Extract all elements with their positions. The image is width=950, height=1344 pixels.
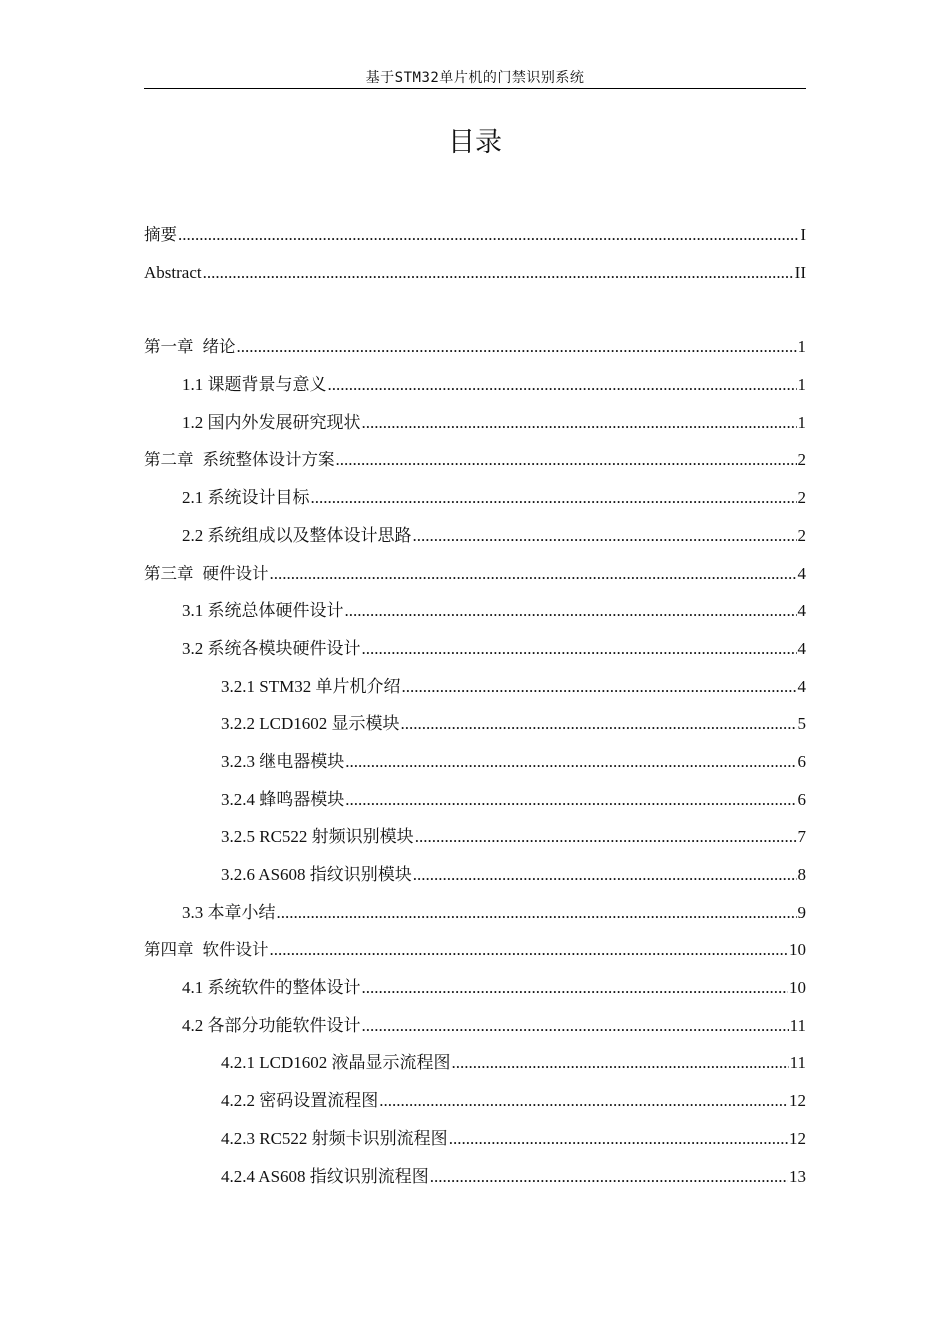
toc-leader — [415, 818, 797, 856]
toc-page-number: 4 — [797, 601, 806, 621]
chapter-number: 第三章 — [144, 563, 194, 583]
toc-leader — [430, 1158, 788, 1196]
toc-page-number: 4 — [797, 676, 806, 696]
toc-entry-chapter-3[interactable] — [144, 555, 806, 593]
toc-entry-abstract-cn[interactable] — [144, 216, 806, 254]
toc-entry-4-2-1[interactable] — [144, 1044, 806, 1082]
toc-title: 目录 — [448, 127, 502, 158]
toc-page-number: 2 — [797, 488, 806, 508]
toc-entry-3-2-6[interactable] — [144, 856, 806, 894]
toc-entry-4-2[interactable] — [144, 1007, 806, 1045]
toc-entry-label: 4.2 各部分功能软件设计 — [182, 1015, 361, 1035]
toc-entry-label: Abstract — [144, 262, 202, 282]
toc-entry-label: 3.2.5 RC522 射频识别模块 — [221, 827, 414, 847]
toc-leader — [345, 592, 797, 630]
toc-leader — [178, 216, 799, 254]
toc-leader — [413, 517, 797, 555]
toc-entry-chapter-2[interactable] — [144, 441, 806, 479]
toc-entry-label: 3.2.1 STM32 单片机介绍 — [221, 676, 401, 696]
toc-leader — [401, 668, 796, 706]
toc-leader — [270, 931, 789, 969]
toc-leader — [452, 1044, 789, 1082]
toc-leader — [449, 1120, 788, 1158]
toc-entry-3-2-5[interactable] — [144, 818, 806, 856]
toc-entry-label: 4.2.2 密码设置流程图 — [221, 1091, 379, 1111]
toc-entry-label: 1.1 课题背景与意义 — [182, 375, 327, 395]
toc-leader — [345, 781, 796, 819]
toc-page-number: 6 — [797, 751, 806, 771]
toc-page-number: 7 — [797, 827, 806, 847]
toc-leader — [328, 366, 797, 404]
toc-entry-label: 3.2.3 继电器模块 — [221, 751, 345, 771]
toc-page-number: 2 — [797, 525, 806, 545]
toc-page-number: 1 — [797, 337, 806, 357]
running-header-title: 基于STM32单片机的门禁识别系统 — [365, 70, 585, 86]
chapter-title: 硬件设计 — [202, 563, 269, 583]
toc-entry-3-1[interactable] — [144, 592, 806, 630]
toc-leader — [401, 705, 797, 743]
toc-entry-label: 3.2 系统各模块硬件设计 — [182, 638, 361, 658]
toc-entry-label: 3.1 系统总体硬件设计 — [182, 601, 344, 621]
toc-page-number: 4 — [797, 563, 806, 583]
toc-leader — [345, 743, 796, 781]
toc-leader — [311, 479, 797, 517]
toc-page-number: 6 — [797, 789, 806, 809]
toc-entry-3-3[interactable] — [144, 894, 806, 932]
toc-entry-4-2-3[interactable] — [144, 1120, 806, 1158]
toc-leader — [362, 969, 789, 1007]
toc-entry-label: 4.2.4 AS608 指纹识别流程图 — [221, 1166, 429, 1186]
table-of-contents — [144, 216, 806, 1195]
toc-entry-3-2-4[interactable] — [144, 781, 806, 819]
toc-page-number: 4 — [797, 638, 806, 658]
toc-entry-chapter-1[interactable] — [144, 328, 806, 366]
toc-page-number: 10 — [789, 940, 806, 960]
toc-entry-label: 4.1 系统软件的整体设计 — [182, 978, 361, 998]
toc-page-number: 11 — [789, 1053, 806, 1073]
toc-entry-label: 4.2.3 RC522 射频卡识别流程图 — [221, 1128, 448, 1148]
toc-page-number: 11 — [789, 1015, 806, 1035]
toc-entry-label — [144, 931, 269, 969]
toc-entry-label: 1.2 国内外发展研究现状 — [182, 412, 361, 432]
toc-page-number: II — [794, 262, 806, 282]
toc-entry-chapter-4[interactable] — [144, 931, 806, 969]
toc-leader — [336, 441, 797, 479]
toc-entry-label: 2.1 系统设计目标 — [182, 488, 310, 508]
toc-page-number: 9 — [797, 902, 806, 922]
chapter-title: 软件设计 — [202, 940, 269, 960]
toc-entry-3-2-2[interactable] — [144, 705, 806, 743]
running-header — [144, 68, 806, 89]
toc-entry-3-2-1[interactable] — [144, 668, 806, 706]
toc-entry-label: 3.2.4 蜂鸣器模块 — [221, 789, 345, 809]
toc-entry-label: 3.2.2 LCD1602 显示模块 — [221, 714, 400, 734]
toc-entry-label: 摘要 — [144, 225, 177, 244]
toc-page-number: 12 — [789, 1091, 806, 1111]
toc-page-number: 5 — [797, 714, 806, 734]
toc-entry-3-2[interactable] — [144, 630, 806, 668]
toc-entry-3-2-3[interactable] — [144, 743, 806, 781]
chapter-number: 第二章 — [144, 450, 194, 470]
toc-page-number: I — [800, 225, 806, 244]
toc-page-number: 2 — [797, 450, 806, 470]
toc-entry-4-1[interactable] — [144, 969, 806, 1007]
toc-page-number: 1 — [797, 375, 806, 395]
toc-entry-2-2[interactable] — [144, 517, 806, 555]
toc-entry-label: 3.2.6 AS608 指纹识别模块 — [221, 865, 412, 884]
toc-entry-1-1[interactable] — [144, 366, 806, 404]
toc-entry-abstract-en[interactable] — [144, 254, 806, 292]
toc-entry-2-1[interactable] — [144, 479, 806, 517]
toc-page-number: 10 — [789, 978, 806, 998]
toc-leader — [277, 894, 797, 932]
toc-entry-1-2[interactable] — [144, 404, 806, 442]
toc-entry-label: 2.2 系统组成以及整体设计思路 — [182, 525, 412, 545]
toc-page-number: 12 — [789, 1128, 806, 1148]
toc-page-number: 8 — [797, 865, 806, 884]
toc-leader — [270, 555, 797, 593]
toc-leader — [362, 1007, 789, 1045]
toc-entry-label — [144, 328, 236, 366]
chapter-number: 第一章 — [144, 337, 194, 357]
toc-leader — [379, 1082, 788, 1120]
toc-entry-label: 4.2.1 LCD1602 液晶显示流程图 — [221, 1053, 451, 1073]
toc-page-number: 1 — [797, 412, 806, 432]
toc-entry-4-2-2[interactable] — [144, 1082, 806, 1120]
toc-leader — [413, 856, 797, 894]
toc-entry-label — [144, 555, 269, 593]
chapter-number: 第四章 — [144, 940, 194, 960]
toc-entry-label: 3.3 本章小结 — [182, 902, 276, 922]
toc-entry-4-2-4[interactable] — [144, 1158, 806, 1196]
toc-leader — [362, 630, 797, 668]
chapter-title: 系统整体设计方案 — [202, 450, 335, 470]
toc-leader — [203, 254, 794, 292]
toc-leader — [362, 404, 797, 442]
chapter-title: 绪论 — [202, 337, 236, 357]
toc-page-number: 13 — [789, 1166, 806, 1186]
toc-entry-label — [144, 441, 335, 479]
toc-leader — [237, 328, 797, 366]
